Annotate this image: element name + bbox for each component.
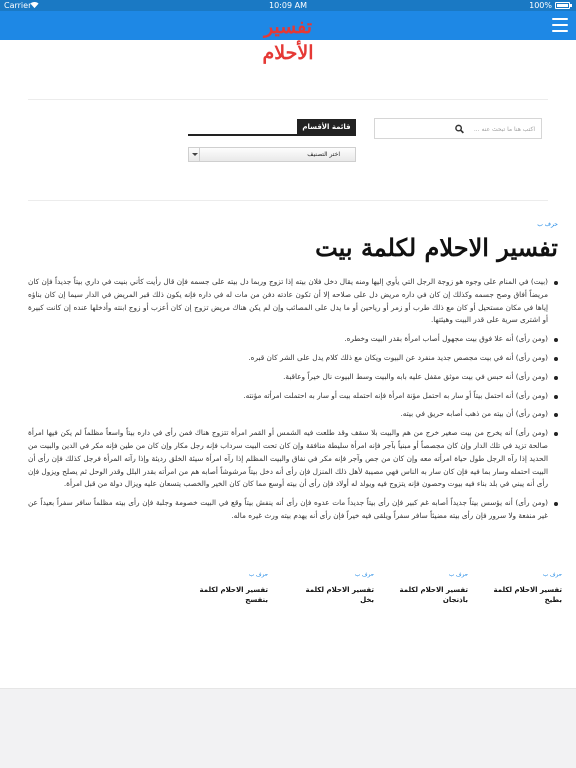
related-post[interactable] (482, 572, 562, 605)
top-divider (28, 99, 548, 100)
related-title[interactable]: تفسير الاحلام لكلمة بنفسج (199, 586, 268, 604)
chevron-down-icon (189, 148, 200, 161)
list-item: (ومن رأى) أنه احتمل بيتاً أو سار به احتمل مؤنة امرأة فإنه احتمله بيت أو سار به احتملت امرأته مؤنته. (28, 390, 558, 403)
list-item: (ومن رأى) أنه يؤسس بيتاً جديداً أصابه غم كبير فإن رأى بيتاً جديداً مات عدوه فإن رأى أنه ينفش بيتاً وقع في البيت خصومة وجلبة فإن رأى بيته مظلماً سافر سفراً بعيداً عن غير منفعة ولا سرور فإن رأى بيته مضيئاً سافر سفراً ويلقى فيه خيراً فإن رأى أنه يهدم بيته ورث غيره ماله. (28, 497, 558, 523)
related-post[interactable] (388, 572, 468, 605)
status-time: 10:09 AM (269, 1, 307, 10)
related-crumb[interactable]: حرف ب (354, 572, 374, 578)
category-select[interactable] (188, 147, 356, 162)
related-crumb[interactable]: حرف ب (248, 572, 268, 578)
list-item: (ومن رأى) أنه علا فوق بيت مجهول أصاب امرأة بقدر البيت وخطره. (28, 333, 558, 346)
battery-percent: 100% (529, 1, 552, 10)
page-title: تفسير الاحلام لكلمة بيت (315, 233, 558, 262)
related-post[interactable] (294, 572, 374, 605)
list-item: (ومن رأى) أن بيته من ذهب أصابه حريق في بيته. (28, 408, 558, 421)
entries-list (28, 276, 558, 529)
list-item: (ومن رأى) أنه يخرج من بيت صغير خرج من هم والبيت بلا سقف وقد طلعت فيه الشمس أو القمر امرأة تتزوج هناك فمن رأى في داره بيتاً واسعاً مظلماً لم يكن فيها امرأة صالحة تزيد في تلك الدار وإن كان مجصصاً أو مبنياً بآجر فإنه امرأة سليطة منافقة وإن كان تحت البيت سرداب فإنه رجل مكار وإن كان من طين فإنه مكر في الدين والبيت من الحديد إذا رآه الرجل طول حياة امرأته معه وإن كان من جص وآجر فإنه مكر في نفاق والبيت المظلم إذا رآه امرأة سيئة الخلق رديئة وإذا رآته المرأة فرجل كذلك فإن رأى أن البيت احتمله وسار بما فيه فإن كان سار به الناس فهي مصيبة لأهل ذلك المنزل فإن رأى أنه دخل بيتاً مرشوشاً أصابه هم من امرأته بقدر البلل وقدر الوحل ثم يصلح ويزول فإن رأى أنه يبني في بلد بناء فيه بيوت وحصون فإنه يتزوج فيه ويولد له أولاد فإن رأى أن بيته أوسع مما كان كان الخير والخصب يتسعان عليه ويزال دولة من قبل امرأة. (28, 427, 558, 491)
search-box (374, 118, 542, 139)
search-icon[interactable] (455, 124, 464, 134)
related-title[interactable]: تفسير الاحلام لكلمة باذنجان (399, 586, 468, 604)
related-post[interactable] (188, 572, 268, 605)
related-crumb[interactable]: حرف ب (542, 572, 562, 578)
list-item: (ومن رأى) أنه حبس في بيت موثق مقفل عليه بابه والبيت وسط البيوت نال خيراً وعاقبة. (28, 371, 558, 384)
list-item: (ومن رأى) أنه في بيت مجصص جديد منفرد عن البيوت ويكان مع ذلك كلام يدل على الشر كان قبره. (28, 352, 558, 365)
related-title[interactable]: تفسير الاحلام لكلمة بطيخ (493, 586, 562, 604)
menu-icon[interactable] (552, 18, 568, 32)
status-bar (0, 0, 576, 11)
breadcrumb[interactable]: حرف ب (537, 221, 558, 228)
site-logo[interactable]: تفسير الأحلام (238, 14, 338, 40)
category-select-value: اختر التصنيف (307, 151, 340, 158)
mid-divider (28, 200, 548, 201)
footer (0, 688, 576, 768)
related-title[interactable]: تفسير الاحلام لكلمة بخل (305, 586, 374, 604)
battery-icon (555, 2, 570, 9)
related-crumb[interactable]: حرف ب (448, 572, 468, 578)
search-input[interactable] (415, 122, 535, 136)
carrier-label: Carrier (4, 1, 32, 10)
categories-underline (188, 134, 356, 136)
categories-title: قائمة الأقسام (297, 119, 356, 135)
list-item: (بيت) في المنام على وجوه هو زوجة الرجل التي يأوي إليها ومنه يقال دخل فلان بيته إذا تزوج وربما دل بيته على جسمه فإن قال رأيت كأني بنيت في داري بيتاً جديداً فإن كان مريضاً أفاق وصح جسمه وكذلك إن كان في داره مريض دل على صلاحه إلا أن تكون عادته دفن من مات له في داره فإنه يكون ذلك قبر المريض في الدار سيما إن كان بناؤه إياها في مكان مستحيل أو كان مع ذلك طرب أو زمر أو رياحين أو ما يدل على المصائب وإن لم يكن هناك مريض تزوج إن كان أعزب أو زوج ابنته وأدخلها عنده إن كانت كبيرة أو اشترى سرية على قدر البيت وهيئتها. (28, 276, 558, 327)
